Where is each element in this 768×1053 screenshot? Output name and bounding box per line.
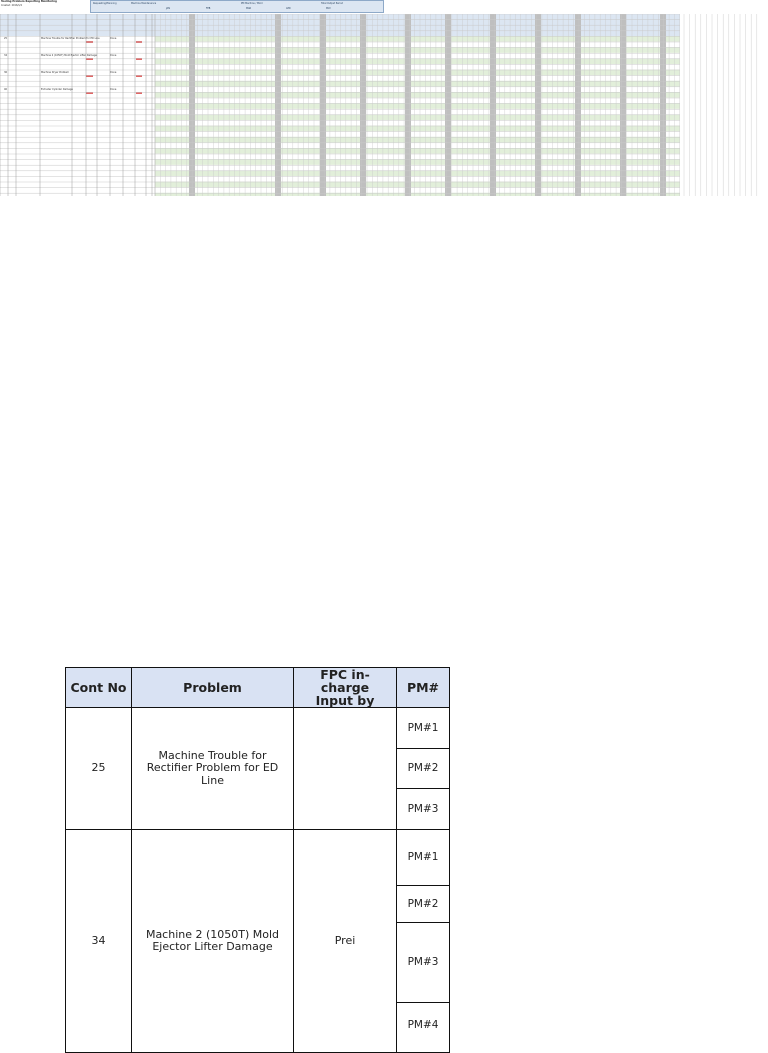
sheet-green-band — [155, 137, 680, 143]
sheet-row-text: Done — [110, 88, 117, 91]
sheet-row-text: 25 — [4, 37, 8, 40]
header-cont-no: Cont No — [66, 668, 132, 708]
sheet-green-band — [155, 92, 680, 98]
sheet-title: Tooling Problem Reporting Monitoring — [1, 0, 57, 3]
pm-cell: PM#2 — [397, 749, 450, 789]
sheet-month-label: APR — [286, 7, 291, 10]
pm-cell: PM#2 — [397, 886, 450, 923]
sheet-red-mark — [86, 75, 93, 77]
sheet-header-band — [90, 0, 384, 13]
fpc-cell: Prei — [294, 830, 397, 1053]
sheet-green-band — [155, 159, 680, 165]
pm-cell: PM#4 — [397, 1003, 450, 1053]
sheet-row-text: Machine 2 (1050T) Mold Ejector Lifter Damage — [41, 54, 97, 57]
sheet-green-band — [155, 70, 680, 76]
pm-table — [65, 667, 450, 1053]
sheet-green-band — [155, 103, 680, 109]
table-row — [66, 708, 450, 749]
cont-no-cell: 25 — [66, 708, 132, 830]
sheet-red-mark — [136, 75, 142, 77]
pm-cell: PM#3 — [397, 923, 450, 1003]
sheet-header-label: Machine Maintenance — [131, 2, 157, 5]
sheet-gray-column — [360, 14, 366, 196]
sheet-header-label: Total Output Period — [321, 2, 343, 5]
sheet-gray-column — [405, 14, 411, 196]
sheet-gray-column — [275, 14, 281, 196]
sheet-month-label: MAY — [326, 7, 331, 10]
sheet-gray-column — [490, 14, 496, 196]
pm-cell: PM#3 — [397, 789, 450, 830]
pm-cell: PM#1 — [397, 708, 450, 749]
table-row — [66, 830, 450, 886]
sheet-green-band — [155, 36, 680, 42]
sheet-gray-column — [320, 14, 326, 196]
sheet-gray-column — [575, 14, 581, 196]
sheet-green-band — [155, 170, 680, 176]
sheet-green-band — [155, 114, 680, 120]
problem-cell: Machine Trouble for Rectifier Problem for ED Line — [132, 708, 294, 830]
sheet-subtitle: Created: 2016/1/4 — [1, 4, 22, 7]
header-pm: PM# — [397, 668, 450, 708]
sheet-month-label: JAN — [166, 7, 170, 10]
sheet-row-text: 34 — [4, 54, 8, 57]
sheet-month-label: MAR — [246, 7, 252, 10]
cont-no-cell: 34 — [66, 830, 132, 1053]
sheet-row-text: 36 — [4, 71, 8, 74]
header-problem: Problem — [132, 668, 294, 708]
sheet-row-text: Extruder Cylinder Damage — [41, 88, 73, 91]
sheet-gray-column — [445, 14, 451, 196]
problem-cell: Machine 2 (1050T) Mold Ejector Lifter Damage — [132, 830, 294, 1053]
sheet-month-label: FEB — [206, 7, 211, 10]
sheet-row-text: Machine Trouble for Rectifier Problem for ED Line — [41, 37, 100, 40]
sheet-gray-column — [620, 14, 626, 196]
sheet-gray-column — [660, 14, 666, 196]
sheet-row-text: Done — [110, 54, 117, 57]
pm-cell: PM#1 — [397, 830, 450, 886]
sheet-green-band — [155, 182, 680, 188]
sheet-green-band — [155, 81, 680, 87]
sheet-header-label: Requesting/Planning — [93, 2, 117, 5]
sheet-green-band — [155, 47, 680, 53]
sheet-row-text: 40 — [4, 88, 8, 91]
spreadsheet-thumbnail — [0, 0, 760, 196]
sheet-row-text: Done — [110, 71, 117, 74]
spreadsheet-grid — [0, 14, 760, 196]
sheet-row-text: Done — [110, 37, 117, 40]
sheet-header-label: PM Machine / Mold — [241, 2, 263, 5]
table-header-row — [66, 668, 450, 708]
header-fpc-in-charge: FPC in-charge Input by — [294, 668, 397, 708]
sheet-green-band — [155, 58, 680, 64]
sheet-row-text: Machine Dryer Problem — [41, 71, 69, 74]
sheet-green-band — [155, 126, 680, 132]
fpc-cell — [294, 708, 397, 830]
sheet-green-band — [155, 148, 680, 154]
sheet-gray-column — [535, 14, 541, 196]
